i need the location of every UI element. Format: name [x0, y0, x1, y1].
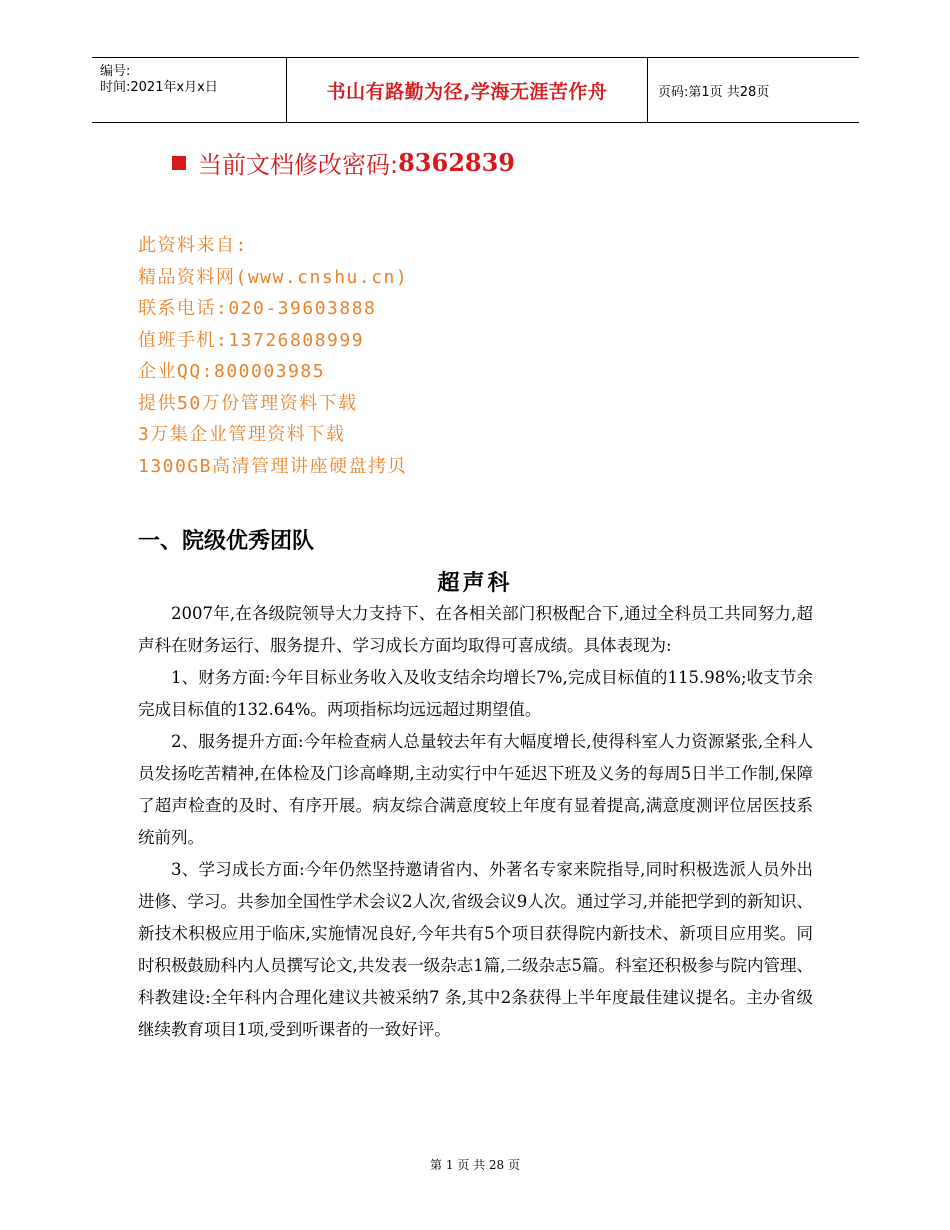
source-line: 联系电话:020-39603888: [138, 298, 377, 319]
source-line: 企业QQ:800003985: [138, 361, 326, 382]
section-title: 一、院级优秀团队: [138, 529, 315, 554]
body-paragraph: 1、财务方面:今年目标业务收入及收支结余均增长7%,完成目标值的115.98%;收支节余完成目标值的132.64%。两项指标均远远超过期望值。: [138, 668, 813, 719]
source-line: 提供50万份管理资料下载: [138, 392, 358, 414]
body-paragraph: 2007年,在各级院领导大力支持下、在各相关部门积极配合下,通过全科员工共同努力,超声科在财务运行、服务提升、学习成长方面均取得可喜成绩。具体表现为:: [138, 604, 813, 655]
password-code: 8362839: [398, 148, 515, 177]
page-footer: 第 1 页 共 28 页: [430, 1158, 520, 1172]
source-line: 3万集企业管理资料下载: [138, 424, 346, 445]
body-paragraph: 2、服务提升方面:今年检查病人总量较去年有大幅度增长,使得科室人力资源紧张,全科人员发扬吃苦精神,在体检及门诊高峰期,主动实行中午延迟下班及义务的每周5日半工作制,保障了超声检查的及时、有序开展。病友综合满意度较上年度有显着提高,满意度测评位居医技系统前列。: [138, 732, 813, 847]
body-paragraph: 3、学习成长方面:今年仍然坚持邀请省内、外著名专家来院指导,同时积极选派人员外出进修、学习。共参加全国性学术会议2人次,省级会议9人次。通过学习,并能把学到的新知识、新技术积极应用于临床,实施情况良好,今年共有5个项目获得院内新技术、新项目应用奖。同时积极鼓励科内人员撰写论文,共发表一级杂志1篇,二级杂志5篇。科室还积极参与院内管理、科教建设:全年科内合理化建议共被采纳7 条,其中2条获得上半年度最佳建议提名。主办省级继续教育项目1项,受到听课者的一致好评。: [138, 860, 813, 1039]
header-meta: [92, 58, 287, 122]
header-page-info: 页码:第1页 共28页: [658, 84, 770, 100]
page-header: [92, 57, 859, 123]
department-title: 超声科: [437, 570, 513, 596]
source-line: 精品资料网(www.cnshu.cn): [138, 266, 409, 288]
document-number-label: 编号:: [100, 64, 131, 79]
source-info: [138, 230, 408, 482]
document-body: [138, 598, 813, 1046]
source-line: 值班手机:13726808999: [138, 329, 365, 351]
header-motto-cell: [287, 58, 648, 122]
source-line: 1300GB高清管理讲座硬盘拷贝: [138, 455, 408, 477]
header-page-cell: [648, 58, 859, 122]
document-time-label: 时间:2021年x月x日: [100, 80, 218, 95]
password-notice: [172, 145, 515, 180]
source-line: 此资料来自:: [138, 235, 248, 256]
header-motto: 书山有路勤为径,学海无涯苦作舟: [326, 80, 608, 103]
red-square-bullet-icon: [172, 156, 186, 170]
password-label: 当前文档修改密码:: [198, 151, 399, 179]
